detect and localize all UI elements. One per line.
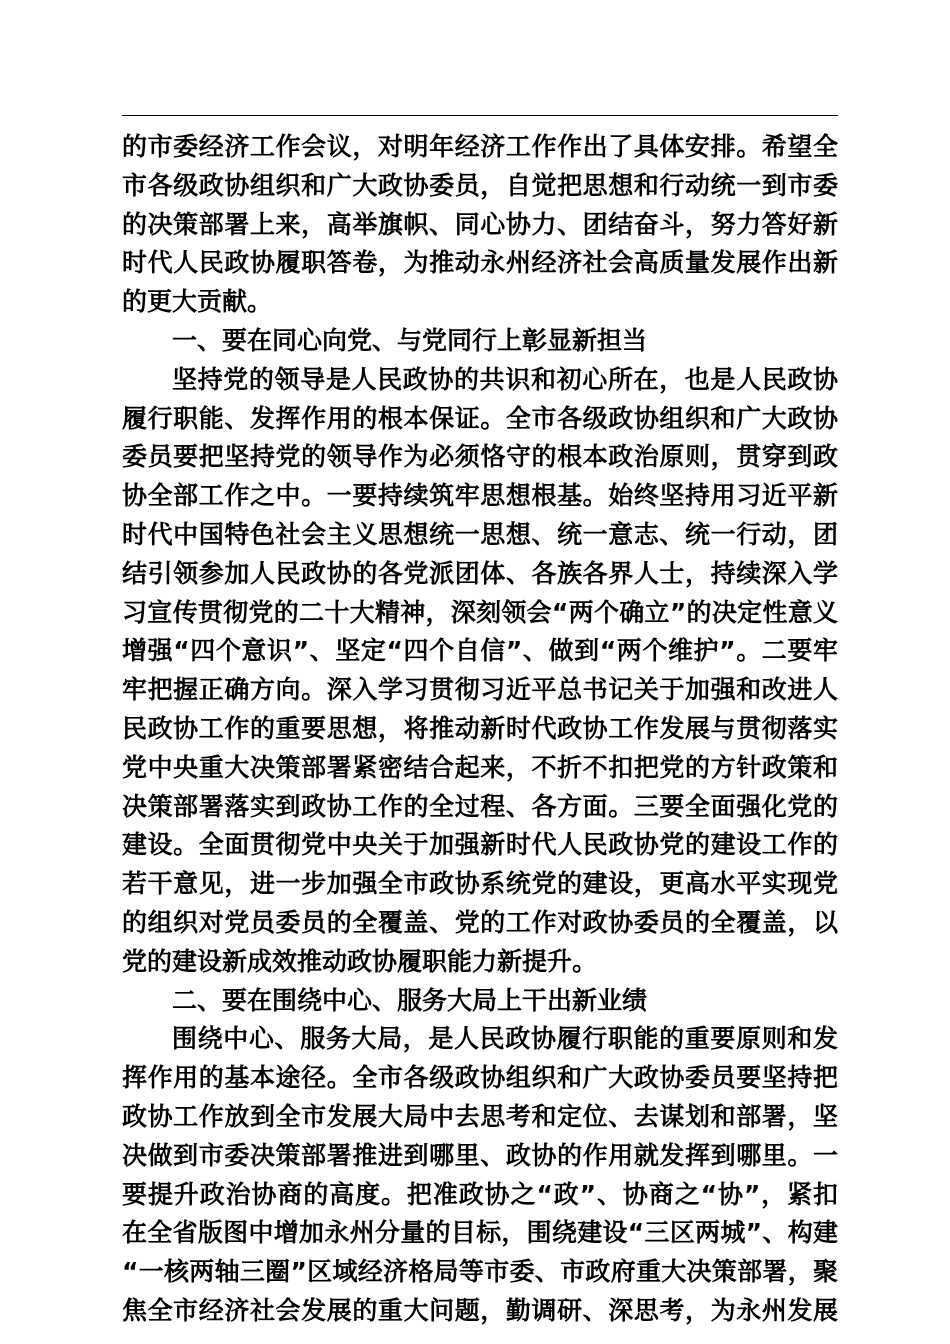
text-line: 的更大贡献。 <box>122 287 273 317</box>
section-heading: 一、要在同心向党、与党同行上彰显新担当 <box>172 325 648 355</box>
text-line: 党的建设新成效推动政协履职能力新提升。 <box>122 946 598 976</box>
text-line: 的组织对党员委员的全覆盖、党的工作对政协委员的全覆盖，以 <box>122 907 838 937</box>
body-text <box>122 128 838 1331</box>
text-line: 增强“四个意识”、坚定“四个自信”、做到“两个维护”。二要牢 <box>122 636 838 666</box>
text-line: 市各级政协组织和广大政协委员，自觉把思想和行动统一到市委 <box>122 170 838 200</box>
text-line: 的市委经济工作会议，对明年经济工作作出了具体安排。希望全 <box>122 132 838 161</box>
text-line: 挥作用的基本途径。全市各级政协组织和广大政协委员要坚持把 <box>122 1063 838 1093</box>
text-line: 习宣传贯彻党的二十大精神，深刻领会“两个确立”的决定性意义 <box>122 597 838 627</box>
text-line: 要提升政治协商的高度。把准政协之“政”、协商之“协”，紧扣 <box>122 1179 838 1209</box>
text-line: 牢把握正确方向。深入学习贯彻习近平总书记关于加强和改进人 <box>122 675 838 705</box>
text-line: 协全部工作之中。一要持续筑牢思想根基。始终坚持用习近平新 <box>122 481 838 511</box>
header-rule <box>122 115 838 116</box>
text-line: 坚持党的领导是人民政协的共识和初心所在，也是人民政协 <box>172 364 838 394</box>
text-line: 建设。全面贯彻党中央关于加强新时代人民政协党的建设工作的 <box>122 830 838 860</box>
text-line: 时代人民政协履职答卷，为推动永州经济社会高质量发展作出新 <box>122 248 838 278</box>
text-line: 若干意见，进一步加强全市政协系统党的建设，更高水平实现党 <box>122 869 838 899</box>
text-line: 结引领参加人民政协的各党派团体、各族各界人士，持续深入学 <box>122 558 838 588</box>
text-line: 决策部署落实到政协工作的全过程、各方面。三要全面强化党的 <box>122 791 838 821</box>
text-line: 焦全市经济社会发展的重大问题，勤调研、深思考，为永州发展 <box>122 1295 838 1325</box>
text-line: 在全省版图中增加永州分量的目标，围绕建设“三区两城”、构建 <box>122 1218 838 1248</box>
text-line: “一核两轴三圈”区域经济格局等市委、市政府重大决策部署，聚 <box>122 1257 838 1287</box>
text-line: 民政协工作的重要思想，将推动新时代政协工作发展与贯彻落实 <box>122 713 838 743</box>
text-line: 政协工作放到全市发展大局中去思考和定位、去谋划和部署，坚 <box>122 1101 838 1131</box>
text-line: 履行职能、发挥作用的根本保证。全市各级政协组织和广大政协 <box>122 403 838 433</box>
text-line: 决做到市委决策部署推进到哪里、政协的作用就发挥到哪里。一 <box>122 1140 838 1170</box>
section-heading: 二、要在围绕中心、服务大局上干出新业绩 <box>172 985 648 1015</box>
text-line: 时代中国特色社会主义思想统一思想、统一意志、统一行动，团 <box>122 519 838 549</box>
text-line: 委员要把坚持党的领导作为必须恪守的根本政治原则，贯穿到政 <box>122 442 838 472</box>
text-line: 的决策部署上来，高举旗帜、同心协力、团结奋斗，努力答好新 <box>122 209 838 239</box>
text-line: 党中央重大决策部署紧密结合起来，不折不扣把党的方针政策和 <box>122 752 838 782</box>
text-line: 围绕中心、服务大局，是人民政协履行职能的重要原则和发 <box>172 1024 838 1054</box>
